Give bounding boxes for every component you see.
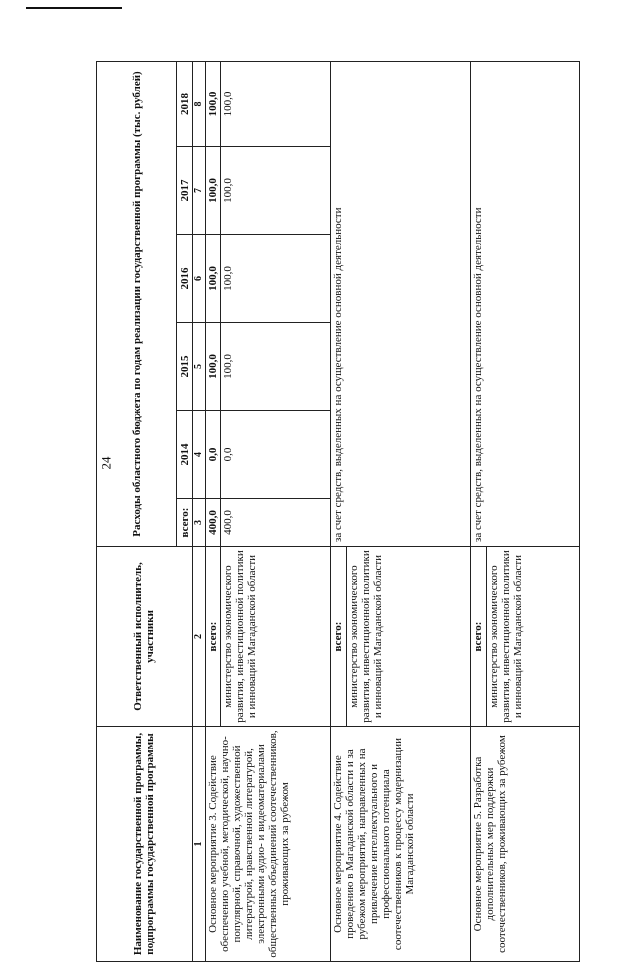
column-number: 1 bbox=[192, 727, 205, 962]
value-cell: 100,0 bbox=[205, 62, 221, 147]
column-number: 7 bbox=[192, 147, 205, 235]
value-cell: 400,0 bbox=[221, 499, 331, 547]
total-label: всего: bbox=[331, 547, 347, 727]
total-label: всего: bbox=[205, 547, 221, 727]
value-cell: 400,0 bbox=[205, 499, 221, 547]
column-number: 2 bbox=[192, 547, 205, 727]
funding-note: за счет средств, выделенных на осуществление основной деятельности bbox=[471, 62, 580, 547]
value-cell: 0,0 bbox=[221, 411, 331, 499]
value-cell: 0,0 bbox=[205, 411, 221, 499]
executor-name: министерство экономического развития, инвестиционной политики и инноваций Магаданской области bbox=[346, 547, 470, 727]
header-executor: Ответственный исполнитель, участники bbox=[97, 547, 193, 727]
activity-name: Основное мероприятие 5. Разработка дополнительных мер поддержки соотечественников, проживающих за рубежом bbox=[471, 727, 580, 962]
header-year: 2018 bbox=[177, 62, 193, 147]
value-cell: 100,0 bbox=[221, 62, 331, 147]
header-year: 2016 bbox=[177, 235, 193, 323]
value-cell: 100,0 bbox=[205, 323, 221, 411]
column-number: 6 bbox=[192, 235, 205, 323]
funding-note: за счет средств, выделенных на осуществление основной деятельности bbox=[331, 62, 471, 547]
executor-name: министерство экономического развития, инвестиционной политики и инноваций Магаданской области bbox=[487, 547, 580, 727]
header-name: Наименование государственной программы, подпрограммы государственной программы bbox=[97, 727, 193, 962]
value-cell: 100,0 bbox=[221, 323, 331, 411]
value-cell: 100,0 bbox=[221, 147, 331, 235]
activity-name: Основное мероприятие 4. Содействие проведению в Магаданской области и за рубежом мероприятий, направленных на привлечение интеллектуального и профессионального потенциала соотечественников к процессу модернизации Магаданской области bbox=[331, 727, 471, 962]
header-expenses: Расходы областного бюджета по годам реализации государственной программы (тыс. рублей) bbox=[97, 62, 177, 547]
column-number: 5 bbox=[192, 323, 205, 411]
value-cell: 100,0 bbox=[205, 147, 221, 235]
executor-name: министерство экономического развития, инвестиционной политики и инноваций Магаданской области bbox=[221, 547, 331, 727]
top-rule bbox=[26, 7, 122, 9]
column-number: 4 bbox=[192, 411, 205, 499]
total-label: всего: bbox=[471, 547, 487, 727]
document-table-rotated bbox=[96, 62, 580, 962]
header-year: 2015 bbox=[177, 323, 193, 411]
activity-name: Основное мероприятие 3. Содействие обеспечению учебной, методической, научно-популярной, справочной, художественной литературой, нравственной литературой, электронными аудио- и видеоматериалами общественных объединений соотечественников, проживающих за рубежом bbox=[205, 727, 330, 962]
header-year: 2017 bbox=[177, 147, 193, 235]
budget-table bbox=[96, 61, 580, 962]
value-cell: 100,0 bbox=[221, 235, 331, 323]
header-year: 2014 bbox=[177, 411, 193, 499]
value-cell: 100,0 bbox=[205, 235, 221, 323]
page-number: 24 bbox=[98, 456, 114, 470]
column-number: 8 bbox=[192, 62, 205, 147]
header-total: всего: bbox=[177, 499, 193, 547]
column-number: 3 bbox=[192, 499, 205, 547]
